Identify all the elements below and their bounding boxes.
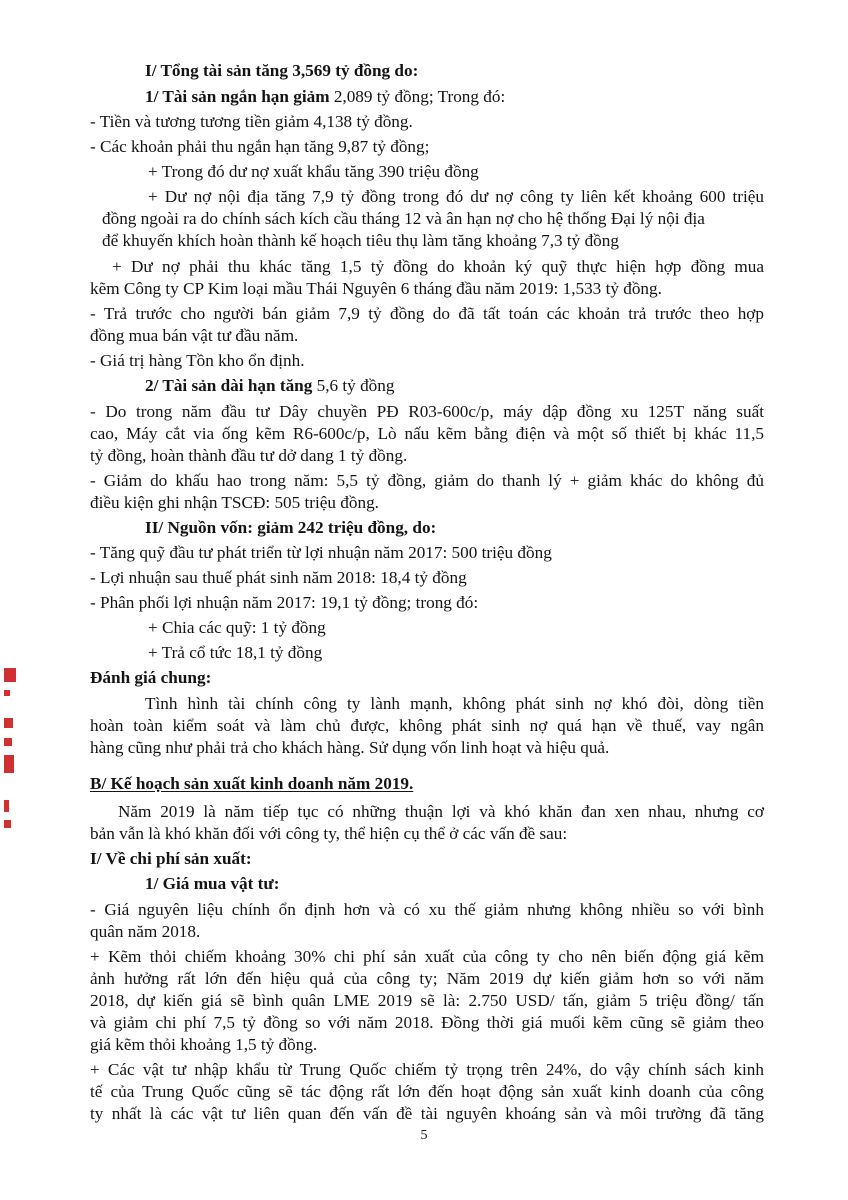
- text-line-main: Năm 2019 là năm tiếp tục có những thuận lợi và khó khăn đan xen nhau, nhưng cơ: [118, 802, 764, 821]
- text-line: [90, 445, 407, 467]
- text-line-main: - Lợi nhuận sau thuế phát sinh năm 2018: 18,4 tỷ đồng: [90, 568, 467, 587]
- text-line: [90, 823, 567, 845]
- text-line: [145, 60, 418, 82]
- text-line-main: - Các khoản phải thu ngắn hạn tăng 9,87 tỷ đồng;: [90, 137, 430, 156]
- text-line-main: 2018, dự kiến giá sẽ bình quân LME 2019 sẽ là: 2.750 USD/ tấn, giảm 5 triệu đồng/ tấn: [90, 991, 764, 1010]
- text-line: [90, 1103, 764, 1125]
- text-line-main: đồng ngoài ra do chính sách kích cầu tháng 12 và ân hạn nợ cho hệ thống Đại lý nội địa: [102, 209, 705, 228]
- text-line: [90, 667, 211, 689]
- text-line-main: B/ Kế hoạch sản xuất kinh doanh năm 2019.: [90, 774, 414, 793]
- text-line: [90, 470, 764, 492]
- text-line-main: ty nhất là các vật tư liên quan đến vấn đề tài nguyên khoáng sản và môi trường đã tăng: [90, 1104, 764, 1123]
- text-line-main: hàng cũng như phải trả cho khách hàng. Sử dụng vốn linh hoạt và hiệu quả.: [90, 738, 610, 757]
- text-line: [90, 773, 413, 795]
- text-line-main: + Kẽm thỏi chiếm khoảng 30% chi phí sản xuất của công ty cho nên biến động giá kẽm: [90, 947, 764, 966]
- text-line: [148, 617, 326, 639]
- text-line: [90, 303, 764, 325]
- text-line-rest: 2,089 tỷ đồng; Trong đó:: [329, 87, 506, 106]
- text-line: [90, 567, 467, 589]
- text-line-main: + Các vật tư nhập khẩu từ Trung Quốc chiếm tỷ trọng trên 24%, do vậy chính sách kinh: [90, 1060, 764, 1079]
- text-line-main: kẽm Công ty CP Kim loại mầu Thái Nguyên 6 tháng đầu năm 2019: 1,533 tỷ đồng.: [90, 279, 662, 298]
- text-line: [145, 693, 764, 715]
- text-line-main: I/ Tổng tài sản tăng 3,569 tỷ đồng do:: [145, 61, 419, 80]
- text-line: [90, 715, 764, 737]
- text-line-main: cao, Máy cắt via ống kẽm R6-600c/p, Lò nấu kẽm bằng điện và một số thiết bị khác 11,5: [90, 424, 764, 443]
- text-line: [90, 492, 379, 514]
- text-line-main: quân năm 2018.: [90, 922, 201, 941]
- text-line: [145, 873, 279, 895]
- text-line: [90, 325, 298, 347]
- text-line: [148, 642, 322, 664]
- text-line-main: I/ Về chi phí sản xuất:: [90, 849, 252, 868]
- text-line: [148, 186, 764, 208]
- text-line-main: - Giá trị hàng Tồn kho ổn định.: [90, 351, 305, 370]
- text-line: [102, 230, 619, 252]
- text-line: [90, 278, 662, 300]
- text-line-main: tế của Trung Quốc cũng sẽ tác động rất lớn đến hoạt động sản xuất kinh doanh của công: [90, 1082, 764, 1101]
- text-line-main: + Trả cổ tức 18,1 tỷ đồng: [148, 643, 323, 662]
- text-line: [90, 542, 552, 564]
- text-line: [90, 1081, 764, 1103]
- text-line: [90, 592, 478, 614]
- text-line-main: giá kẽm thỏi khoảng 1,5 tỷ đồng.: [90, 1035, 318, 1054]
- text-line-main: điều kiện ghi nhận TSCĐ: 505 triệu đồng.: [90, 493, 379, 512]
- text-line-main: Đánh giá chung:: [90, 668, 212, 687]
- text-line: [90, 899, 764, 921]
- red-stamp-fragment: [2, 660, 22, 835]
- text-line-main: + Dư nợ nội địa tăng 7,9 tỷ đồng trong đó dư nợ công ty liên kết khoảng 600 triệu: [148, 187, 764, 206]
- text-line: [90, 921, 200, 943]
- text-line: [90, 1059, 764, 1081]
- text-line-main: + Trong đó dư nợ xuất khẩu tăng 390 triệu đồng: [148, 162, 479, 181]
- text-line-main: - Do trong năm đầu tư Dây chuyền PĐ R03-600c/p, máy dập đồng xu 125T năng suất: [90, 402, 764, 421]
- text-line-main: tỷ đồng, hoàn thành đầu tư dở dang 1 tỷ đồng.: [90, 446, 408, 465]
- text-line: [148, 161, 479, 183]
- text-line-main: - Phân phối lợi nhuận năm 2017: 19,1 tỷ đồng; trong đó:: [90, 593, 479, 612]
- text-line: [90, 946, 764, 968]
- text-line-main: 2/ Tài sản dài hạn tăng: [145, 376, 313, 395]
- text-line-main: ảnh hưởng rất lớn đến hiệu quả của công ty; Năm 2019 dự kiến giảm hơn so với năm: [90, 969, 764, 988]
- text-line: [90, 136, 429, 158]
- text-line: [90, 848, 252, 870]
- text-line-main: - Trả trước cho người bán giảm 7,9 tỷ đồng do đã tất toán các khoản trả trước theo hợp: [90, 304, 764, 323]
- text-line-main: 1/ Tài sản ngắn hạn giảm: [145, 87, 330, 106]
- text-line-main: + Dư nợ phải thu khác tăng 1,5 tỷ đồng do khoản ký quỹ thực hiện hợp đồng mua: [112, 257, 764, 276]
- text-line-main: - Giá nguyên liệu chính ổn định hơn và có xu thế giảm nhưng không nhiều so với bình: [90, 900, 764, 919]
- text-line: [112, 256, 764, 278]
- text-line-main: hoàn toàn kiểm soát và làm chủ được, không phát sinh nợ quá hạn về thuế, vay ngân: [90, 716, 764, 735]
- text-line-main: - Tiền và tương tương tiền giảm 4,138 tỷ đồng.: [90, 112, 413, 131]
- text-line: [90, 350, 305, 372]
- text-line-main: 1/ Giá mua vật tư:: [145, 874, 280, 893]
- text-line-main: đồng mua bán vật tư đầu năm.: [90, 326, 299, 345]
- text-line-main: - Giảm do khấu hao trong năm: 5,5 tỷ đồng, giảm do thanh lý + giảm khác do không đủ: [90, 471, 764, 490]
- text-line: [90, 1012, 764, 1034]
- text-line-main: Tình hình tài chính công ty lành mạnh, không phát sinh nợ khó đòi, dòng tiền: [145, 694, 764, 713]
- text-line-rest: 5,6 tỷ đồng: [312, 376, 395, 395]
- page-number: 5: [420, 1128, 428, 1143]
- text-line-main: bản vẫn là khó khăn đối với công ty, thể hiện cụ thể ở các vấn đề sau:: [90, 824, 568, 843]
- text-line: [145, 86, 505, 108]
- text-line-main: và giảm chi phí 7,5 tỷ đồng so với năm 2018. Đồng thời giá muối kẽm cũng sẽ giảm theo: [90, 1013, 764, 1032]
- text-line-main: II/ Nguồn vốn: giảm 242 triệu đồng, do:: [145, 518, 437, 537]
- text-line: [90, 401, 764, 423]
- text-line: [145, 375, 394, 397]
- text-line: [145, 517, 436, 539]
- text-line: [102, 208, 705, 230]
- text-line: [90, 111, 413, 133]
- text-line: [118, 801, 764, 823]
- text-line-main: để khuyến khích hoàn thành kế hoạch tiêu thụ làm tăng khoảng 7,3 tỷ đồng: [102, 231, 619, 250]
- text-line: [90, 737, 609, 759]
- text-line-main: - Tăng quỹ đầu tư phát triển từ lợi nhuận năm 2017: 500 triệu đồng: [90, 543, 552, 562]
- text-line: [90, 423, 764, 445]
- text-line: [90, 1034, 317, 1056]
- text-line: [90, 990, 764, 1012]
- text-line: [90, 968, 764, 990]
- text-line-main: + Chia các quỹ: 1 tỷ đồng: [148, 618, 326, 637]
